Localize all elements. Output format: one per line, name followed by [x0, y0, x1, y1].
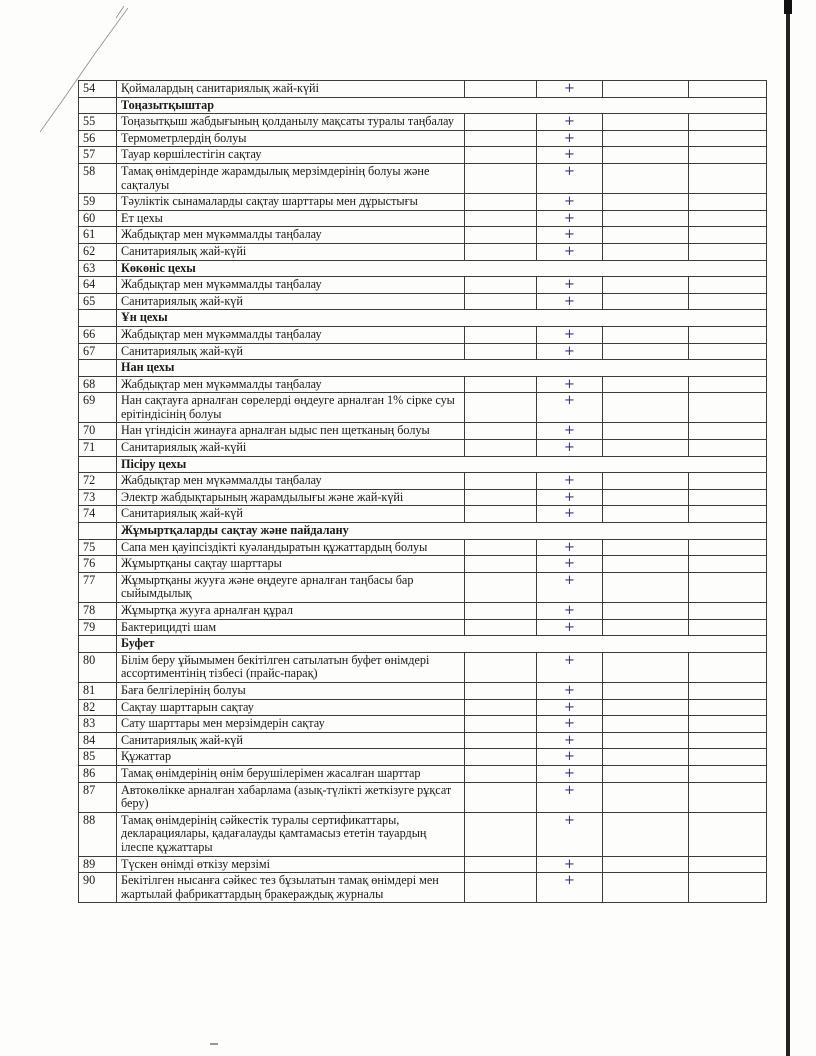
section-header-row	[79, 523, 767, 540]
row-number: 64	[79, 277, 117, 294]
empty-cell	[689, 749, 767, 766]
empty-cell	[465, 376, 537, 393]
empty-cell	[603, 376, 689, 393]
row-number	[79, 456, 117, 473]
row-number: 63	[79, 260, 117, 277]
empty-cell	[465, 699, 537, 716]
empty-cell	[689, 473, 767, 490]
row-number: 66	[79, 326, 117, 343]
checklist-row	[79, 572, 767, 602]
empty-cell	[603, 652, 689, 682]
row-number: 87	[79, 782, 117, 812]
empty-cell	[603, 506, 689, 523]
requirement-text: Жұмыртқаны жууға және өңдеуге арналған таңбасы бар сыйымдылық	[117, 572, 465, 602]
row-number: 54	[79, 81, 117, 98]
requirement-text: Тауар көршілестігін сақтау	[117, 147, 465, 164]
section-header-row	[79, 360, 767, 377]
empty-cell	[603, 326, 689, 343]
empty-cell	[689, 856, 767, 873]
requirement-text: Жабдықтар мен мүкәммалды таңбалау	[117, 376, 465, 393]
checklist-row	[79, 227, 767, 244]
empty-cell	[465, 812, 537, 856]
empty-cell	[603, 81, 689, 98]
checklist-row	[79, 603, 767, 620]
empty-cell	[603, 423, 689, 440]
check-mark: +	[537, 603, 603, 620]
requirement-text: Баға белгілерінің болуы	[117, 682, 465, 699]
requirement-text: Жұмыртқа жууға арналған құрал	[117, 603, 465, 620]
check-mark: +	[537, 682, 603, 699]
checklist-row	[79, 506, 767, 523]
check-mark: +	[537, 423, 603, 440]
empty-cell	[689, 376, 767, 393]
check-mark: +	[537, 732, 603, 749]
empty-cell	[465, 81, 537, 98]
empty-cell	[465, 163, 537, 193]
row-number: 84	[79, 732, 117, 749]
row-number	[79, 310, 117, 327]
empty-cell	[689, 506, 767, 523]
empty-cell	[465, 782, 537, 812]
section-header-row	[79, 97, 767, 114]
checklist-row	[79, 873, 767, 903]
empty-cell	[465, 856, 537, 873]
empty-cell	[689, 699, 767, 716]
empty-cell	[603, 194, 689, 211]
empty-cell	[603, 489, 689, 506]
check-mark: +	[537, 506, 603, 523]
checklist-row	[79, 699, 767, 716]
empty-cell	[465, 652, 537, 682]
empty-cell	[689, 782, 767, 812]
check-mark: +	[537, 147, 603, 164]
checklist-row	[79, 732, 767, 749]
row-number: 77	[79, 572, 117, 602]
checklist-row	[79, 114, 767, 131]
row-number	[79, 523, 117, 540]
requirement-text: Сақтау шарттарын сақтау	[117, 699, 465, 716]
checklist-row	[79, 440, 767, 457]
empty-cell	[689, 652, 767, 682]
row-number: 80	[79, 652, 117, 682]
empty-cell	[689, 489, 767, 506]
empty-cell	[465, 682, 537, 699]
empty-cell	[689, 682, 767, 699]
empty-cell	[689, 293, 767, 310]
empty-cell	[689, 716, 767, 733]
requirement-text: Қоймалардың санитариялық жай-күйі	[117, 81, 465, 98]
empty-cell	[689, 343, 767, 360]
checklist-row	[79, 749, 767, 766]
empty-cell	[689, 114, 767, 131]
empty-cell	[603, 619, 689, 636]
requirement-text: Жұмыртқаны сақтау шарттары	[117, 556, 465, 573]
row-number: 81	[79, 682, 117, 699]
checklist-row	[79, 716, 767, 733]
empty-cell	[689, 812, 767, 856]
check-mark: +	[537, 873, 603, 903]
section-header-row	[79, 456, 767, 473]
checklist-row	[79, 277, 767, 294]
empty-cell	[465, 326, 537, 343]
empty-cell	[603, 812, 689, 856]
requirement-text: Нан үгіндісін жинауға арналған ыдыс пен щетканың болуы	[117, 423, 465, 440]
empty-cell	[465, 489, 537, 506]
row-number: 59	[79, 194, 117, 211]
empty-cell	[465, 539, 537, 556]
empty-cell	[689, 194, 767, 211]
empty-cell	[465, 572, 537, 602]
empty-cell	[465, 277, 537, 294]
requirement-text: Бактерицидті шам	[117, 619, 465, 636]
checklist-row	[79, 489, 767, 506]
requirement-text: Білім беру ұйымымен бекітілген сатылатын буфет өнімдері ассортиментінің тізбесі (прайс-парақ)	[117, 652, 465, 682]
empty-cell	[465, 603, 537, 620]
checklist-row	[79, 393, 767, 423]
empty-cell	[603, 873, 689, 903]
section-title: Буфет	[117, 636, 767, 653]
scan-edge-shadow	[786, 0, 790, 1056]
empty-cell	[465, 343, 537, 360]
empty-cell	[465, 473, 537, 490]
empty-cell	[689, 556, 767, 573]
row-number: 85	[79, 749, 117, 766]
check-mark: +	[537, 489, 603, 506]
empty-cell	[689, 163, 767, 193]
checklist-row	[79, 376, 767, 393]
row-number	[79, 636, 117, 653]
check-mark: +	[537, 539, 603, 556]
empty-cell	[689, 873, 767, 903]
check-mark: +	[537, 716, 603, 733]
section-title: Нан цехы	[117, 360, 767, 377]
empty-cell	[689, 393, 767, 423]
checklist-row	[79, 81, 767, 98]
requirement-text: Электр жабдықтарының жарамдылығы және жай-күйі	[117, 489, 465, 506]
requirement-text: Жабдықтар мен мүкәммалды таңбалау	[117, 326, 465, 343]
check-mark: +	[537, 652, 603, 682]
empty-cell	[603, 682, 689, 699]
empty-cell	[465, 423, 537, 440]
section-header-row	[79, 260, 767, 277]
check-mark: +	[537, 782, 603, 812]
checklist-row	[79, 556, 767, 573]
requirement-text: Санитариялық жай-күй	[117, 343, 465, 360]
checklist-row	[79, 326, 767, 343]
check-mark: +	[537, 81, 603, 98]
row-number: 65	[79, 293, 117, 310]
requirement-text: Тамақ өнімдерінің сәйкестік туралы сертификаттары, декларациялары, қадағалауды қамтамасыз ететін тауардың ілеспе құжаттары	[117, 812, 465, 856]
requirement-text: Сату шарттары мен мерзімдерін сақтау	[117, 716, 465, 733]
empty-cell	[603, 163, 689, 193]
empty-cell	[465, 619, 537, 636]
check-mark: +	[537, 114, 603, 131]
row-number: 83	[79, 716, 117, 733]
requirement-text: Санитариялық жай-күй	[117, 506, 465, 523]
empty-cell	[689, 440, 767, 457]
empty-cell	[689, 539, 767, 556]
check-mark: +	[537, 163, 603, 193]
empty-cell	[603, 130, 689, 147]
empty-cell	[603, 603, 689, 620]
empty-cell	[689, 277, 767, 294]
empty-cell	[603, 732, 689, 749]
requirement-text: Санитариялық жай-күй	[117, 732, 465, 749]
empty-cell	[465, 393, 537, 423]
row-number: 89	[79, 856, 117, 873]
checklist-row	[79, 423, 767, 440]
empty-cell	[603, 765, 689, 782]
row-number: 67	[79, 343, 117, 360]
requirement-text: Тамақ өнімдерінің өнім берушілерімен жасалған шарттар	[117, 765, 465, 782]
row-number: 55	[79, 114, 117, 131]
check-mark: +	[537, 194, 603, 211]
row-number	[79, 360, 117, 377]
requirement-text: Тамақ өнімдерінде жарамдылық мерзімдерінің болуы және сақталуы	[117, 163, 465, 193]
empty-cell	[689, 326, 767, 343]
empty-cell	[603, 393, 689, 423]
inspection-checklist-table	[78, 80, 767, 903]
check-mark: +	[537, 619, 603, 636]
empty-cell	[603, 716, 689, 733]
check-mark: +	[537, 376, 603, 393]
row-number: 74	[79, 506, 117, 523]
checklist-body	[79, 81, 767, 903]
requirement-text: Санитариялық жай-күй	[117, 293, 465, 310]
requirement-text: Санитариялық жай-күйі	[117, 440, 465, 457]
empty-cell	[689, 619, 767, 636]
check-mark: +	[537, 326, 603, 343]
requirement-text: Сапа мен қауіпсіздікті куәландыратын құжаттардың болуы	[117, 539, 465, 556]
empty-cell	[465, 210, 537, 227]
check-mark: +	[537, 130, 603, 147]
check-mark: +	[537, 765, 603, 782]
empty-cell	[465, 506, 537, 523]
empty-cell	[603, 227, 689, 244]
row-number: 57	[79, 147, 117, 164]
empty-cell	[603, 114, 689, 131]
empty-cell	[689, 765, 767, 782]
empty-cell	[689, 572, 767, 602]
empty-cell	[465, 114, 537, 131]
check-mark: +	[537, 227, 603, 244]
row-number: 88	[79, 812, 117, 856]
row-number: 72	[79, 473, 117, 490]
checklist-row	[79, 343, 767, 360]
scan-edge-corner	[784, 0, 792, 14]
requirement-text: Нан сақтауға арналған сөрелерді өңдеуге арналған 1% сірке суы ерітіндісінің болуы	[117, 393, 465, 423]
check-mark: +	[537, 572, 603, 602]
checklist-row	[79, 765, 767, 782]
row-number: 60	[79, 210, 117, 227]
row-number: 86	[79, 765, 117, 782]
empty-cell	[689, 243, 767, 260]
empty-cell	[603, 572, 689, 602]
requirement-text: Жабдықтар мен мүкәммалды таңбалау	[117, 277, 465, 294]
empty-cell	[465, 716, 537, 733]
empty-cell	[465, 765, 537, 782]
section-title: Жұмыртқаларды сақтау және пайдалану	[117, 523, 767, 540]
empty-cell	[689, 603, 767, 620]
empty-cell	[689, 147, 767, 164]
check-mark: +	[537, 243, 603, 260]
section-title: Ұн цехы	[117, 310, 767, 327]
empty-cell	[603, 856, 689, 873]
row-number: 76	[79, 556, 117, 573]
empty-cell	[689, 130, 767, 147]
row-number: 69	[79, 393, 117, 423]
empty-cell	[465, 556, 537, 573]
checklist-row	[79, 210, 767, 227]
section-title: Тоңазытқыштар	[117, 97, 767, 114]
checklist-row	[79, 163, 767, 193]
row-number: 58	[79, 163, 117, 193]
checklist-row	[79, 194, 767, 211]
empty-cell	[689, 423, 767, 440]
row-number: 56	[79, 130, 117, 147]
empty-cell	[689, 732, 767, 749]
check-mark: +	[537, 812, 603, 856]
check-mark: +	[537, 749, 603, 766]
empty-cell	[465, 293, 537, 310]
section-title: Пісіру цехы	[117, 456, 767, 473]
checklist-row	[79, 856, 767, 873]
row-number: 82	[79, 699, 117, 716]
check-mark: +	[537, 440, 603, 457]
section-title: Көкөніс цехы	[117, 260, 767, 277]
checklist-row	[79, 243, 767, 260]
empty-cell	[603, 473, 689, 490]
empty-cell	[603, 243, 689, 260]
checklist-row	[79, 619, 767, 636]
empty-cell	[603, 539, 689, 556]
row-number	[79, 97, 117, 114]
section-header-row	[79, 310, 767, 327]
checklist-row	[79, 473, 767, 490]
row-number: 73	[79, 489, 117, 506]
empty-cell	[689, 227, 767, 244]
empty-cell	[465, 732, 537, 749]
empty-cell	[603, 147, 689, 164]
requirement-text: Құжаттар	[117, 749, 465, 766]
requirement-text: Тоңазытқыш жабдығының қолданылу мақсаты туралы таңбалау	[117, 114, 465, 131]
row-number: 70	[79, 423, 117, 440]
check-mark: +	[537, 393, 603, 423]
check-mark: +	[537, 343, 603, 360]
empty-cell	[465, 749, 537, 766]
requirement-text: Термометрлердің болуы	[117, 130, 465, 147]
row-number: 68	[79, 376, 117, 393]
row-number: 61	[79, 227, 117, 244]
row-number: 62	[79, 243, 117, 260]
empty-cell	[689, 210, 767, 227]
empty-cell	[603, 293, 689, 310]
empty-cell	[603, 556, 689, 573]
empty-cell	[603, 210, 689, 227]
requirement-text: Бекітілген нысанға сәйкес тез бұзылатын тамақ өнімдері мен жартылай фабрикаттардың бракераждық журналы	[117, 873, 465, 903]
scan-speck	[210, 1043, 218, 1045]
checklist-row	[79, 147, 767, 164]
empty-cell	[603, 440, 689, 457]
empty-cell	[603, 343, 689, 360]
check-mark: +	[537, 277, 603, 294]
empty-cell	[603, 699, 689, 716]
checklist-row	[79, 782, 767, 812]
requirement-text: Санитариялық жай-күйі	[117, 243, 465, 260]
checklist-row	[79, 812, 767, 856]
checklist-row	[79, 539, 767, 556]
check-mark: +	[537, 699, 603, 716]
empty-cell	[603, 277, 689, 294]
empty-cell	[603, 782, 689, 812]
check-mark: +	[537, 293, 603, 310]
requirement-text: Ет цехы	[117, 210, 465, 227]
empty-cell	[465, 227, 537, 244]
empty-cell	[465, 873, 537, 903]
row-number: 79	[79, 619, 117, 636]
requirement-text: Түскен өнімді өткізу мерзімі	[117, 856, 465, 873]
empty-cell	[465, 147, 537, 164]
empty-cell	[603, 749, 689, 766]
empty-cell	[689, 81, 767, 98]
check-mark: +	[537, 856, 603, 873]
row-number: 78	[79, 603, 117, 620]
row-number: 75	[79, 539, 117, 556]
checklist-row	[79, 293, 767, 310]
empty-cell	[465, 130, 537, 147]
empty-cell	[465, 194, 537, 211]
requirement-text: Автокөлікке арналған хабарлама (азық-түлікті жеткізуге рұқсат беру)	[117, 782, 465, 812]
row-number: 90	[79, 873, 117, 903]
check-mark: +	[537, 556, 603, 573]
section-header-row	[79, 636, 767, 653]
requirement-text: Жабдықтар мен мүкәммалды таңбалау	[117, 227, 465, 244]
check-mark: +	[537, 473, 603, 490]
row-number: 71	[79, 440, 117, 457]
requirement-text: Тәуліктік сынамаларды сақтау шарттары мен дұрыстығы	[117, 194, 465, 211]
empty-cell	[465, 243, 537, 260]
checklist-row	[79, 652, 767, 682]
empty-cell	[465, 440, 537, 457]
requirement-text: Жабдықтар мен мүкәммалды таңбалау	[117, 473, 465, 490]
checklist-row	[79, 682, 767, 699]
checklist-row	[79, 130, 767, 147]
check-mark: +	[537, 210, 603, 227]
